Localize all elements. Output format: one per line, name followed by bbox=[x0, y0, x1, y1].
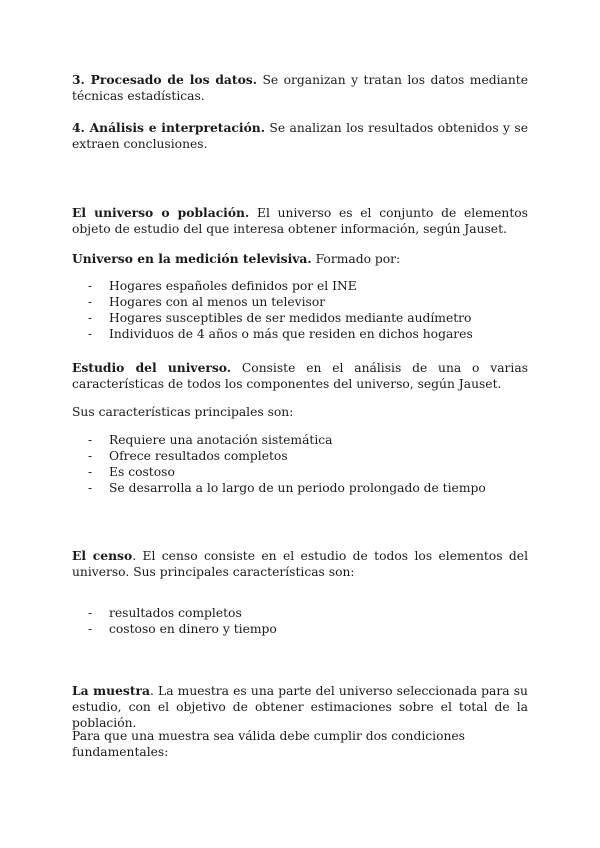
step-3-title: 3. Procesado de los datos. bbox=[72, 72, 257, 87]
list-item: - Hogares susceptibles de ser medidos mediante audímetro bbox=[88, 310, 473, 326]
list-item: - Hogares con al menos un televisor bbox=[88, 294, 473, 310]
tv-universe-title: Universo en la medición televisiva. bbox=[72, 251, 312, 266]
universe-paragraph bbox=[72, 205, 528, 237]
list-item: - Requiere una anotación sistemática bbox=[88, 432, 486, 448]
list-item: - costoso en dinero y tiempo bbox=[88, 621, 277, 637]
universe-study-text: Consiste en el análisis de una o varias características de todos los componentes del universo, según Jauset. bbox=[72, 361, 529, 391]
step-3-text: Se organizan y tratan los datos mediante técnicas estadísticas. bbox=[72, 73, 529, 103]
universe-title: El universo o población. bbox=[72, 205, 250, 220]
list-item: - Ofrece resultados completos bbox=[88, 448, 486, 464]
sample-title: La muestra bbox=[72, 683, 150, 698]
universe-study-title: Estudio del universo. bbox=[72, 360, 232, 375]
tv-universe-list bbox=[88, 278, 473, 342]
universe-text: El universo es el conjunto de elementos objeto de estudio del que interesa obtener información, según Jauset. bbox=[72, 206, 528, 236]
list-item: - resultados completos bbox=[88, 605, 277, 621]
tv-universe-text: Formado por: bbox=[311, 252, 401, 266]
list-item: - Se desarrolla a lo largo de un periodo prolongado de tiempo bbox=[88, 480, 486, 496]
sample-text: . La muestra es una parte del universo seleccionada para su estudio, con el objetivo de obtener estimaciones sobre el total de la población. bbox=[72, 684, 528, 730]
census-paragraph bbox=[72, 548, 528, 580]
step-4-text: Se analizan los resultados obtenidos y se extraen conclusiones. bbox=[72, 121, 528, 151]
list-item: - Es costoso bbox=[88, 464, 486, 480]
list-item: - Individuos de 4 años o más que residen en dichos hogares bbox=[88, 326, 473, 342]
universe-study-intro: Sus características principales son: bbox=[72, 405, 294, 419]
universe-study-list bbox=[88, 432, 486, 496]
census-text: . El censo consiste en el estudio de todos los elementos del universo. Sus principales características son: bbox=[72, 549, 528, 579]
sample-conditions: Para que una muestra sea válida debe cumplir dos condiciones fundamentales: bbox=[72, 729, 465, 759]
step-4-title: 4. Análisis e interpretación. bbox=[72, 120, 266, 135]
list-item: - Hogares españoles definidos por el INE bbox=[88, 278, 473, 294]
sample-paragraph bbox=[72, 683, 528, 731]
universe-study-paragraph bbox=[72, 360, 528, 392]
census-title: El censo bbox=[72, 548, 133, 563]
step-4-paragraph bbox=[72, 120, 528, 152]
step-3-paragraph bbox=[72, 72, 528, 104]
census-list bbox=[88, 605, 277, 637]
tv-universe-paragraph bbox=[72, 251, 528, 267]
